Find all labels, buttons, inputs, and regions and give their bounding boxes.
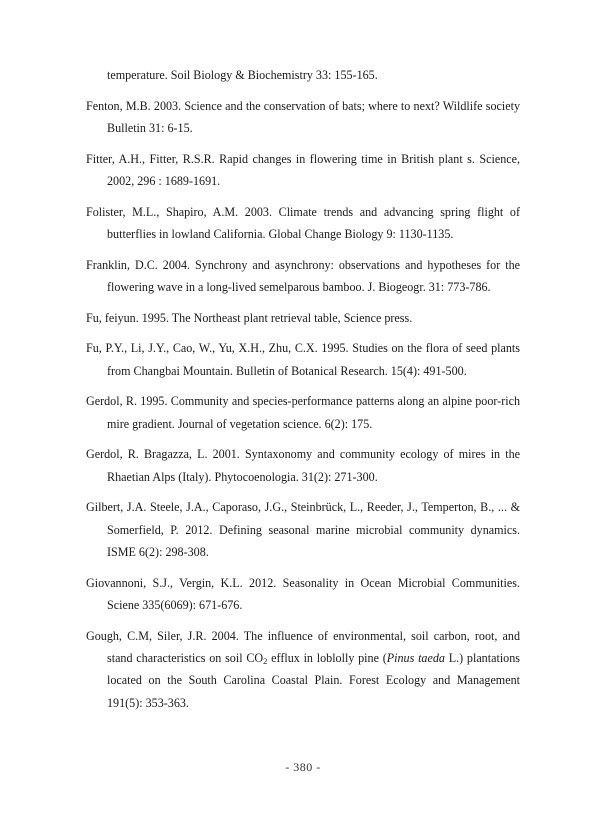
- reference-gilbert: Gilbert, J.A. Steele, J.A., Caporaso, J.G., Steinbrück, L., Reeder, J., Temperton, B., ... & Somerfield, P. 2012. Defining seasonal marine microbial community dynamics. ISME 6(2): 298-308.: [86, 500, 520, 559]
- reference-giovannoni: Giovannoni, S.J., Vergin, K.L. 2012. Seasonality in Ocean Microbial Communities. Sciene 335(6069): 671-676.: [86, 575, 520, 612]
- reference-fu-py: Fu, P.Y., Li, J.Y., Cao, W., Yu, X.H., Zhu, C.X. 1995. Studies on the flora of seed plants from Changbai Mountain. Bulletin of Botanical Research. 15(4): 491-500.: [86, 341, 520, 378]
- reference-gerdol-1995: Gerdol, R. 1995. Community and species-performance patterns along an alpine poor-rich mire gradient. Journal of vegetation science. 6(2): 175.: [86, 394, 520, 431]
- reference-fenton: Fenton, M.B. 2003. Science and the conservation of bats; where to next? Wildlife society Bulletin 31: 6-15.: [86, 98, 520, 135]
- reference-folister: Folister, M.L., Shapiro, A.M. 2003. Climate trends and advancing spring flight of butterflies in lowland California. Global Change Biology 9: 1130-1135.: [86, 204, 520, 241]
- reference-gerdol-2001: Gerdol, R. Bragazza, L. 2001. Syntaxonomy and community ecology of mires in the Rhaetian Alps (Italy). Phytocoenologia. 31(2): 271-300.: [86, 447, 520, 484]
- reference-fu-feiyun: Fu, feiyun. 1995. The Northeast plant retrieval table, Science press.: [86, 310, 413, 325]
- species-name: Pinus taeda: [386, 651, 445, 665]
- reference-list: [86, 64, 520, 722]
- reference-franklin: Franklin, D.C. 2004. Synchrony and asynchrony: observations and hypotheses for the flowering wave in a long-lived semelparous bamboo. J. Biogeogr. 31: 773-786.: [86, 257, 520, 294]
- reference-fitter: Fitter, A.H., Fitter, R.S.R. Rapid changes in flowering time in British plant s. Science, 2002, 296 : 1689-1691.: [86, 151, 520, 188]
- gough-text-1: Gough, C.M, Siler, J.R. 2004. The influence of environmental, soil carbon, root, and stand characteristics on soil CO: [86, 628, 520, 665]
- gough-text-2: efflux in loblolly pine (: [267, 651, 387, 665]
- reference-gough: [86, 625, 520, 715]
- page-number: - 380 -: [285, 760, 321, 774]
- co2-subscript: 2: [263, 656, 268, 666]
- reference-continuation: temperature. Soil Biology & Biochemistry 33: 155-165.: [107, 68, 378, 82]
- gough-text-3: L.) plantations located on the South Carolina Coastal Plain. Forest Ecology and Management 191(5): 353-363.: [107, 651, 520, 710]
